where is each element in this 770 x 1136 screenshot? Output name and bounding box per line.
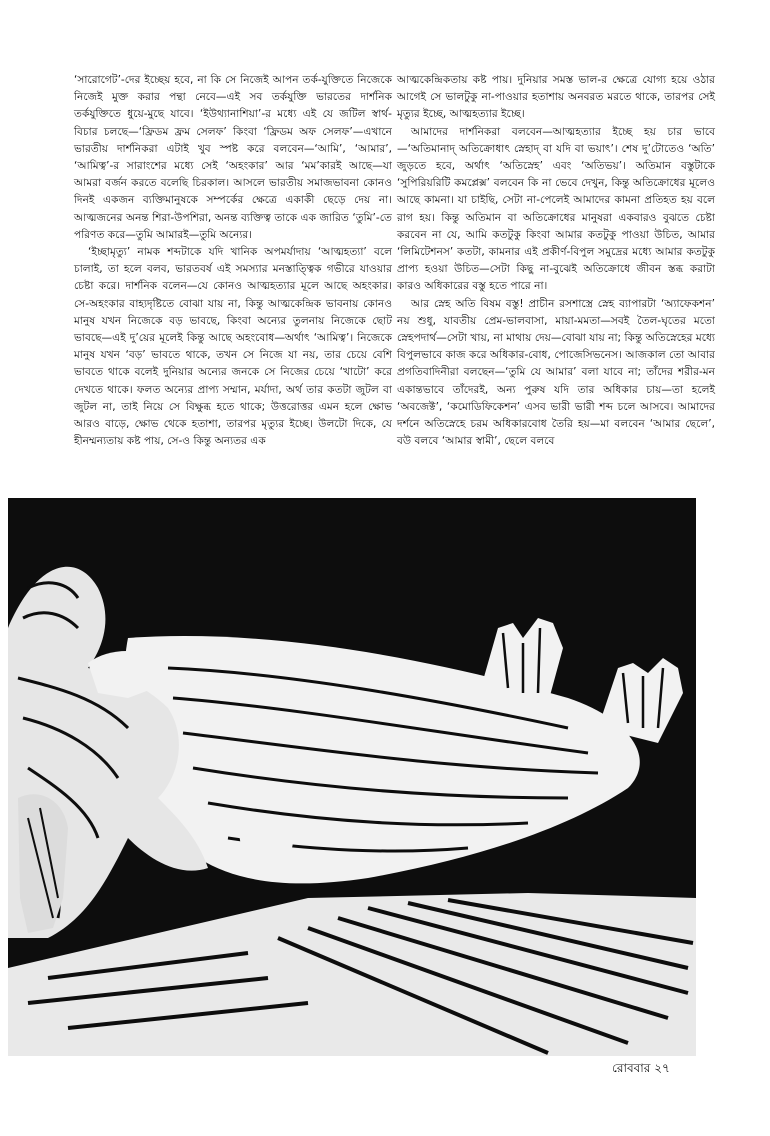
paragraph: আর স্নেহ অতি বিষম বস্তু! প্রাচীন রসশাস্ত্রে স্নেহ ব্যাপারটা ‘অ্যাফেকশন’ নয় শুধু, যাবতীয় প্রেম-ভালবাসা, মায়া-মমতা—সবই তৈল-ঘৃতের মতো স্নেহপদার্থ—সেটা খায়, না মাথায় দেয়—বোঝা যায় না; কিন্তু অতিস্নেহের মধ্যে বিপুলভাবে কাজ করে অধিকার-বোধ, পোজেসিভনেস। আজকাল তো আবার প্রগতিবাদিনীরা বলছেন—‘তুমি যে আমার’ বলা যাবে না; তাঁদের শরীর-মন একান্তভাবে তাঁদেরই, অন্য পুরুষ যদি তার অধিকার চায়—তা হলেই ‘অবজেক্ট’, ‘কমোডিফিকেশন’ এসব ভারী ভারী শব্দ চলে আসবে। আমাদের দর্শনে অতিস্নেহে চরম অধিকারবোধ তৈরি হয়—মা বলবেন ‘আমার ছেলে’, বউ বলবে ‘আমার স্বামী’, ছেলে বলবে bbox=[397, 297, 715, 448]
woodcut-illustration-drawing bbox=[8, 498, 696, 1056]
article-left-column bbox=[74, 72, 392, 450]
woodcut-illustration bbox=[8, 498, 696, 1056]
paragraph: আত্মকেন্দ্রিকতায় কষ্ট পায়। দুনিয়ার সমস্ত ভাল-র ক্ষেত্রে যোগ্য হয়ে ওঠার আগেই সে ভালটুকু না-পাওয়ার হতাশায় অনবরত মরতে থাকে, তারপর সেই মৃত্যুর ইচ্ছে, আত্মহত্যার ইচ্ছে। bbox=[397, 74, 715, 121]
paragraph: ‘সারোগেট’-দের ইচ্ছেয় হবে, না কি সে নিজেই আপন তর্ক-যুক্তিতে নিজেকে নিজেই মুক্ত করার পন্থা নেবে—এই সব তর্কযুক্তি ভারতের দার্শনিক তর্কযুক্তিতে ধুয়ে-মুছে যাবে। ‘ইউথ্যানাশিয়া’-র মধ্যে এই যে জটিল স্বার্থ-বিচার চলছে—‘ফ্রিডম ফ্রম সেলফ’ কিংবা ‘ফ্রিডম অফ সেলফ’—এখানে ভারতীয় দার্শনিকরা এটাই খুব স্পষ্ট করে বলবেন—‘আমি’, ‘আমার’, ‘আমিত্ব’-র সারাংশের মধ্যে সেই ‘অহংকার’ আর ‘মম’কারই আছে—যা আমরা বর্জন করতে বলেছি চিরকাল। আসলে ভারতীয় সমাজভাবনা কোনও দিনই একজন ব্যক্তিমানুষকে সম্পর্কের ক্ষেত্রে একাকী ছেড়ে দেয় না। আত্মজনের অনন্ত শিরা-উপশিরা, অনন্ত ব্যক্তিত্ব তাকে এক জারিত ‘তুমি’-তে পরিণত করে—তুমি আমারই—তুমি অন্যের। bbox=[74, 74, 392, 241]
paragraph: ‘ইচ্ছামৃত্যু’ নামক শব্দটাকে যদি খানিক অপমর্যাদায় ‘আত্মহত্যা’ বলে চালাই, তা হলে বলব, ভারতবর্ষ এই সমস্যার মনস্তাত্ত্বিক গভীরে যাওয়ার চেষ্টা করে। দার্শনিক বলেন—যে কোনও আত্মহত্যার মূলে আছে অহংকার। সে-অহংকার বাহ্যদৃষ্টিতে বোঝা যায় না, কিন্তু আত্মকেন্দ্রিক ভাবনায় কোনও মানুষ যখন নিজেকে বড় ভাবছে, কিংবা অন্যের তুলনায় নিজেকে ছোট ভাবছে—এই দু’য়ের মূলেই কিন্তু আছে অহংবোধ—অর্থাৎ ‘আমিত্ব’। নিজেকে মানুষ যখন ‘বড়’ ভাবতে থাকে, তখন সে নিজে যা নয়, তার চেয়ে বেশি ভাবতে থাকে বলেই দুনিয়ার অন্যের জনকে সে নিজের চেয়ে ‘খাটো’ করে দেখতে থাকে। ফলত অন্যের প্রাপ্য সম্মান, মর্যাদা, অর্থ তার কতটা জুটল বা জুটল না, তাই নিয়ে সে বিক্ষুব্ধ হতে থাকে; উত্তরোত্তর এমন হলে ক্ষোভ আরও বাড়ে, ক্ষোভ থেকে হতাশা, তারপর মৃত্যুর ইচ্ছে। উলটো দিকে, যে হীনম্মন্যতায় কষ্ট পায়, সে-ও কিন্তু অন্যতর এক bbox=[74, 246, 392, 448]
article-right-column bbox=[397, 72, 715, 450]
page-footer: রোববার ২৭ bbox=[612, 1061, 670, 1075]
paragraph: আমাদের দার্শনিকরা বলবেন—আত্মহত্যার ইচ্ছে হয় চার ভাবে—‘অতিমানাদ্ অতিক্রোধাৎ স্নেহাদ্ বা যদি বা ভয়াৎ’। শেষ দু’টোতেও ‘অতি’ জুড়তে হবে, অর্থাৎ ‘অতিস্নেহ’ এবং ‘অতিভয়’। অতিমান বস্তুটাকে ‘সুপিরিয়রিটি কমপ্লেক্স’ বলবেন কি না ভেবে দেখুন, কিন্তু অতিক্রোধের মূলেও আছে কামনা। যা চাইছি, সেটা না-পেলেই আমাদের কামনা প্রতিহত হয় বলে রাগ হয়। কিন্তু অতিমান বা অতিক্রোধের মানুষরা একবারও বুঝতে চেষ্টা করবেন না যে, আমি কতটুকু কিংবা আমার কতটুকু পাওয়া উচিত, আমার ‘লিমিটেশনস’ কতটা, কামনার এই প্রকীর্ণ-বিপুল সমুদ্রের মধ্যে আমার কতটুকু প্রাপ্য হওয়া উচিত—সেটা কিছু না-বুঝেই অতিক্রোধে জীবন স্তব্ধ করাটা কারও অধিকারের বস্তু হতে পারে না। bbox=[397, 125, 715, 293]
